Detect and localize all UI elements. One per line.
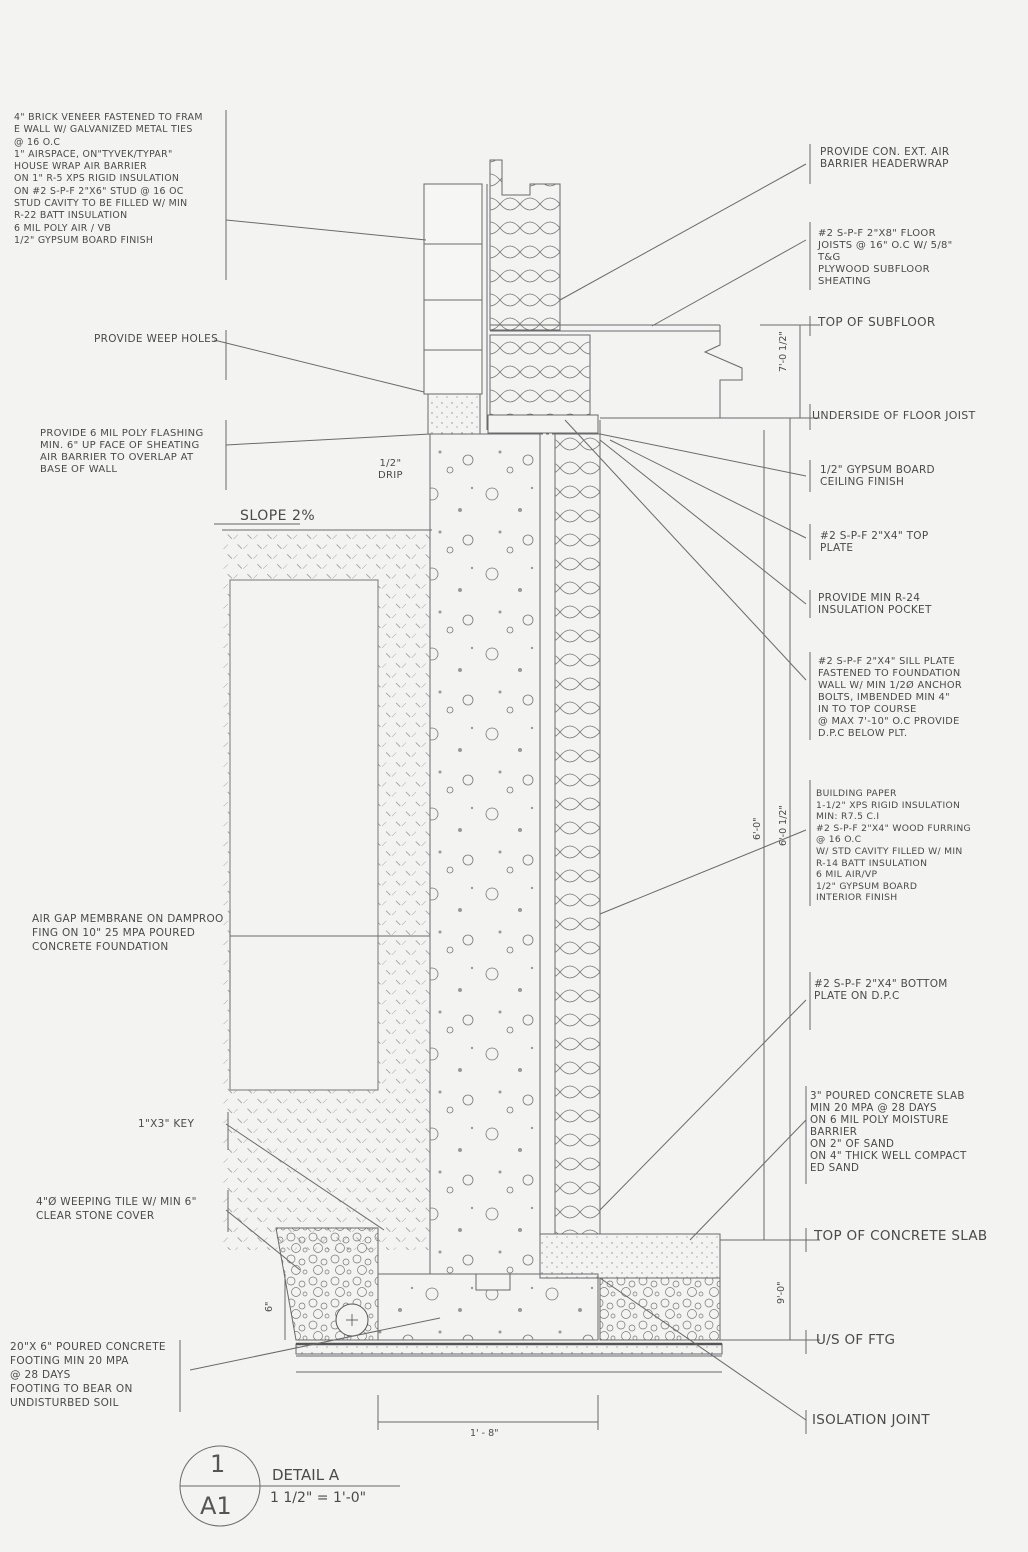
dim-footing-width: 1' - 8" bbox=[470, 1428, 499, 1439]
note-ceiling-finish: 1/2" GYPSUM BOARD CEILING FINISH bbox=[820, 464, 935, 488]
note-underside-floor-joist: UNDERSIDE OF FLOOR JOIST bbox=[812, 409, 976, 422]
note-key: 1"X3" KEY bbox=[138, 1118, 195, 1130]
sheet-number: A1 bbox=[200, 1492, 232, 1520]
note-floor-joists: #2 S-P-F 2"X8" FLOOR JOISTS @ 16" O.C W/ 5/8" T&G PLYWOOD SUBFLOOR SHEATING bbox=[818, 228, 953, 287]
dim-footing-height: 6" bbox=[264, 1301, 275, 1312]
detail-number: 1 bbox=[210, 1450, 226, 1478]
detail-title: DETAIL A bbox=[272, 1466, 340, 1484]
note-header-wrap: PROVIDE CON. EXT. AIR BARRIER HEADERWRAP bbox=[820, 146, 950, 170]
note-brick-wall: 4" BRICK VENEER FASTENED TO FRAM E WALL W/ GALVANIZED METAL TIES @ 16 O.C 1" AIRSPACE, ON"TYVEK/TYPAR" HOUSE WRAP AIR BARRIER ON 1" R-5 XPS RIGID INSULATION ON #2 S-P-F 2"X6" STUD @ 16 OC STUD CAVITY TO BE FILLED W/ MIN R-22 BATT INSULATION 6 MIL POLY AIR / VB 1/2" GYPSUM BOARD FINISH bbox=[14, 112, 203, 246]
note-air-gap-membrane: AIR GAP MEMBRANE ON DAMPROO FING ON 10" 25 MPA POURED CONCRETE FOUNDATION bbox=[32, 913, 224, 953]
dim-wall-height-b: 6'-0 1/2" bbox=[778, 805, 789, 846]
dim-drip: 1/2" DRIP bbox=[378, 458, 403, 481]
note-top-subfloor: TOP OF SUBFLOOR bbox=[818, 315, 936, 329]
dim-slope: SLOPE 2% bbox=[240, 508, 316, 524]
note-weeping-tile: 4"Ø WEEPING TILE W/ MIN 6" CLEAR STONE COVER bbox=[36, 1196, 197, 1222]
note-us-ftg: U/S OF FTG bbox=[816, 1332, 896, 1348]
note-concrete-slab: 3" POURED CONCRETE SLAB MIN 20 MPA @ 28 DAYS ON 6 MIL POLY MOISTURE BARRIER ON 2" OF SAND ON 4" THICK WELL COMPACT ED SAND bbox=[810, 1090, 967, 1174]
note-top-plate: #2 S-P-F 2"X4" TOP PLATE bbox=[820, 530, 929, 554]
note-top-concrete-slab: TOP OF CONCRETE SLAB bbox=[814, 1228, 988, 1244]
note-insulation-pocket: PROVIDE MIN R-24 INSULATION POCKET bbox=[818, 592, 932, 616]
note-bottom-plate: #2 S-P-F 2"X4" BOTTOM PLATE ON D.P.C bbox=[814, 978, 948, 1002]
note-flashing: PROVIDE 6 MIL POLY FLASHING MIN. 6" UP FACE OF SHEATING AIR BARRIER TO OVERLAP AT BASE OF WALL bbox=[40, 428, 204, 475]
note-interior-wall: BUILDING PAPER 1-1/2" XPS RIGID INSULATION MIN: R7.5 C.I #2 S-P-F 2"X4" WOOD FURRING @ 16 O.C W/ STD CAVITY FILLED W/ MIN R-14 BATT INSULATION 6 MIL AIR/VP 1/2" GYPSUM BOARD INTERIOR FINISH bbox=[816, 788, 971, 904]
note-isolation-joint: ISOLATION JOINT bbox=[812, 1412, 930, 1428]
dim-wall-height-a: 6'-0" bbox=[752, 817, 763, 840]
note-weep-holes: PROVIDE WEEP HOLES bbox=[94, 333, 219, 345]
detail-scale: 1 1/2" = 1'-0" bbox=[270, 1490, 367, 1506]
dim-slab-to-footing: 9'-0" bbox=[776, 1281, 787, 1304]
note-sill-plate: #2 S-P-F 2"X4" SILL PLATE FASTENED TO FOUNDATION WALL W/ MIN 1/2Ø ANCHOR BOLTS, IMBENDED MIN 4" IN TO TOP COURSE @ MAX 7'-10" O.C PROVIDE D.P.C BELOW PLT. bbox=[818, 656, 963, 739]
dim-floor-depth: 7'-0 1/2" bbox=[778, 331, 789, 372]
note-footing: 20"X 6" POURED CONCRETE FOOTING MIN 20 MPA @ 28 DAYS FOOTING TO BEAR ON UNDISTURBED SOIL bbox=[10, 1341, 166, 1409]
